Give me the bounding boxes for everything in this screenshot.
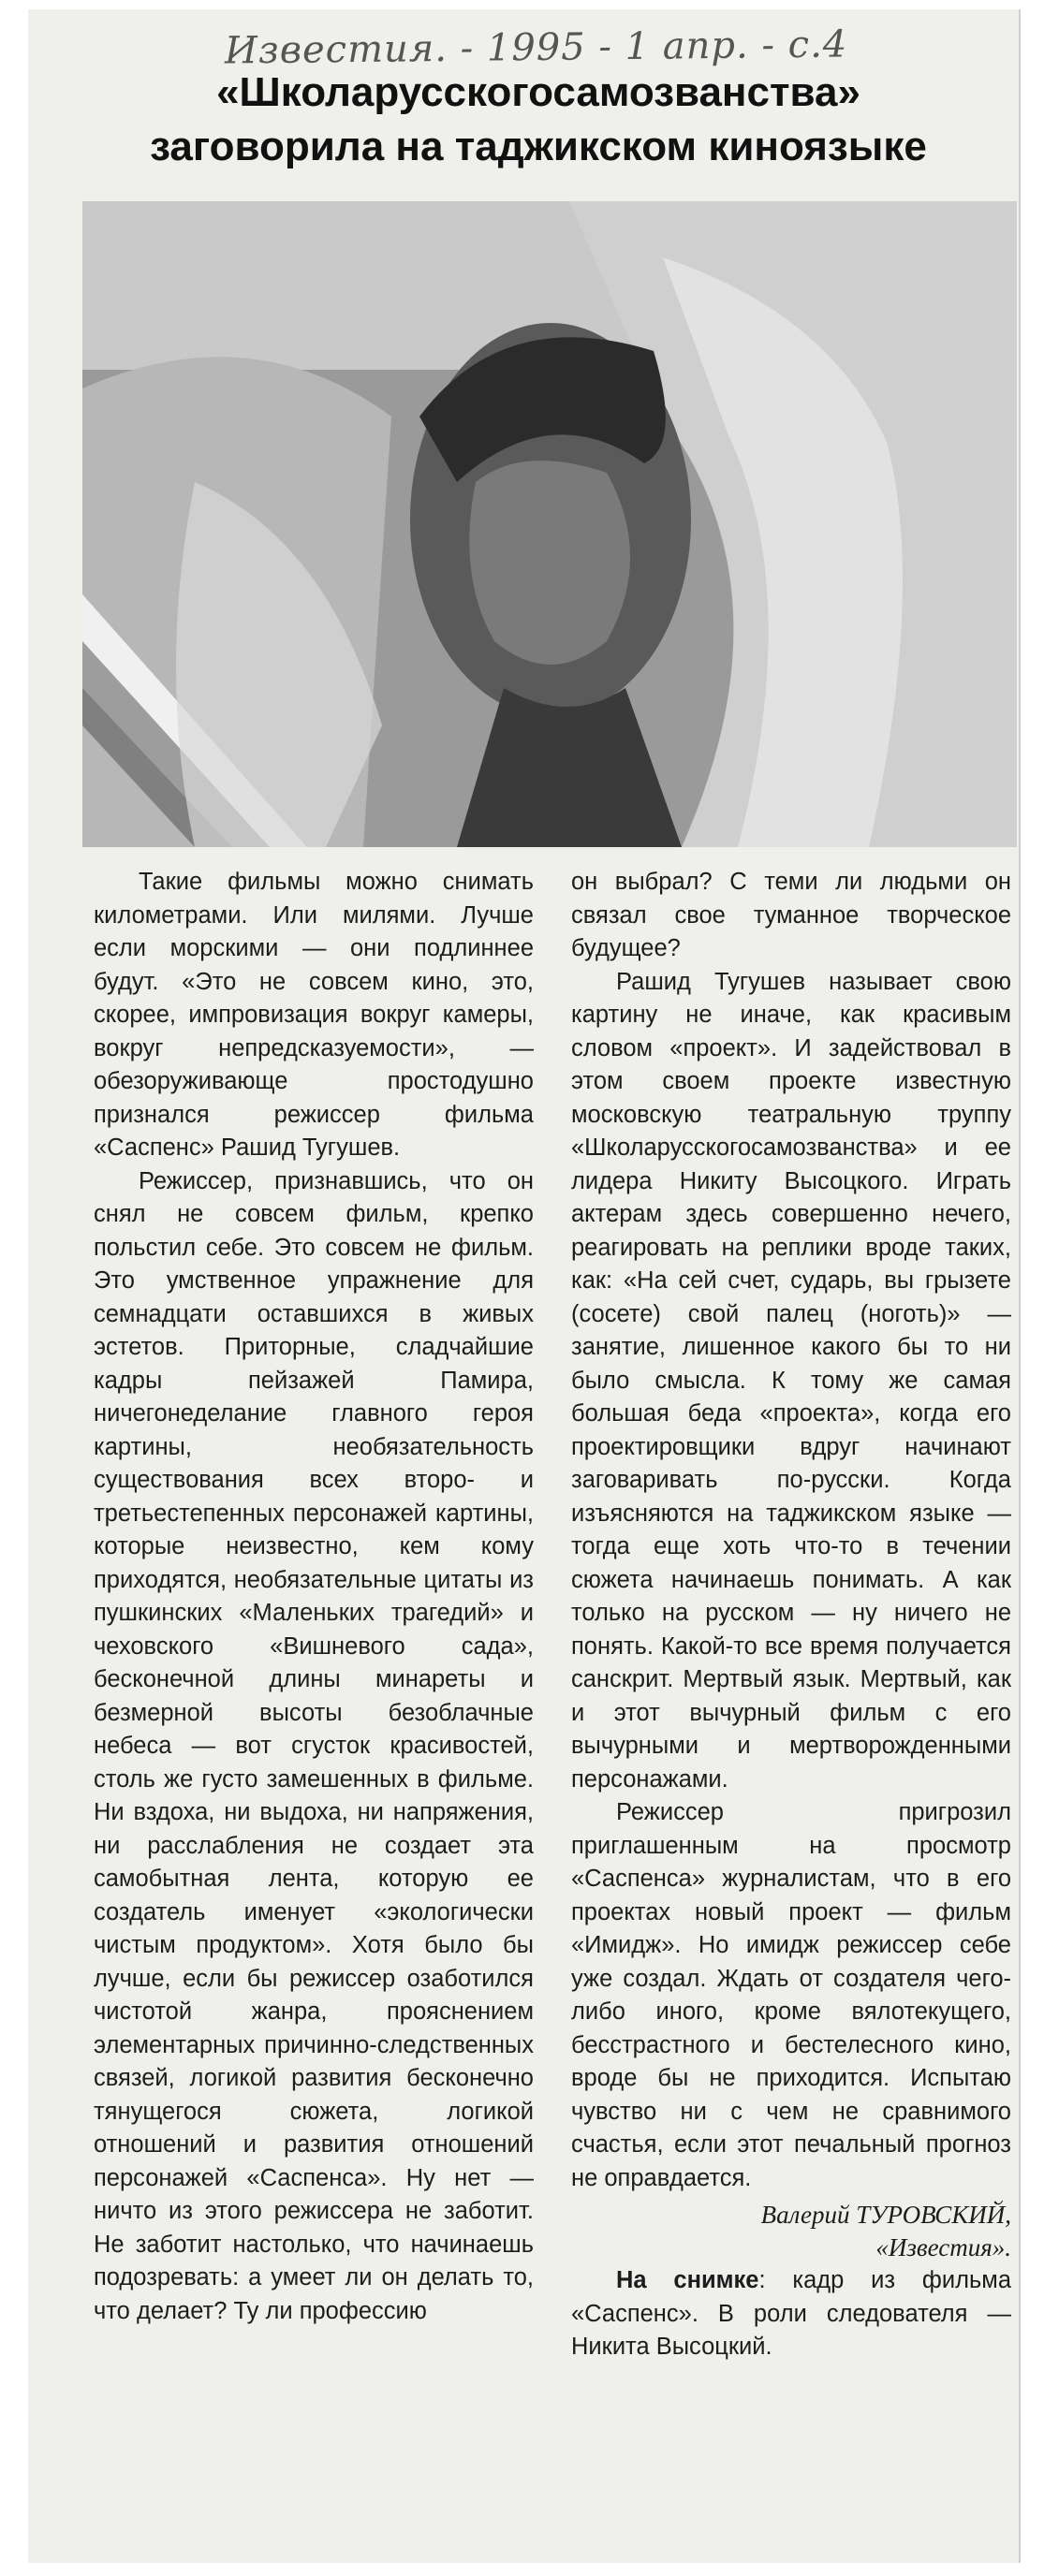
paragraph: он выбрал? С теми ли людьми он связал свое туманное творческое будущее?: [571, 869, 1011, 961]
handwritten-source-note: Известия. - 1995 - 1 апр. - с.4: [224, 22, 848, 73]
article-body: [94, 866, 1011, 2364]
article-column-left: [94, 866, 534, 2364]
paragraph: Режиссер пригрозил приглашенным на просмотр «Саспенса» журналистам, что в его проектах новый проект — фильм «Имидж». Но имидж режиссер себе уже создал. Ждать от создателя чего-либо иного, кроме вялотекущего, бесстрастного и бестелесного кино, вроде бы не приходится. Испытаю чувство ни с чем не сравнимого счастья, если этот печальный прогноз не оправдается.: [571, 1799, 1011, 2191]
byline-author: Валерий ТУРОВСКИЙ,: [760, 2201, 1011, 2229]
newspaper-clipping: [28, 9, 1021, 2563]
headline-line-1: «Школарусскогосамозванства»: [216, 69, 860, 115]
caption-lead: На снимке: [616, 2267, 759, 2293]
paragraph: Такие фильмы можно снимать километрами. Или милями. Лучше если морскими — они подлиннее будут. «Это не совсем кино, это, скорее, импровизация вокруг камеры, вокруг непредсказуемости», — обезоруживающе простодушно признался режиссер фильма «Саспенс» Рашид Тугушев.: [94, 869, 534, 1161]
paragraph: Рашид Тугушев называет свою картину не иначе, как красивым словом «проект». И задействовал в этом своем проекте известную московскую театральную труппу «Школарусскогосамозванства» и ее лидера Никиту Высоцкого. Играть актерам здесь совершенно нечего, реагировать на реплики вроде таких, как: «На сей счет, сударь, вы грызете (сосете) свой палец (ноготь)» — занятие, лишенное какого бы то ни было смысла. К тому же самая большая беда «проекта», когда его проектировщики вдруг начинают заговаривать по-русски. Когда изъясняются на таджикском языке — тогда еще хоть что-то в течении сюжета начинаешь понимать. А как только на русском — ну ничего не понять. Какой-то все время получается санскрит. Мертвый язык. Мертвый, как и этот вычурный фильм с его вычурными и мертворожденными персонажами.: [571, 968, 1011, 1793]
byline-newspaper: «Известия».: [875, 2233, 1011, 2261]
article-headline: [66, 66, 1011, 174]
film-still-photo: [82, 201, 1017, 847]
photo-caption: [571, 2264, 1011, 2364]
article-column-right: [571, 866, 1011, 2364]
headline-line-2: заговорила на таджикском киноязыке: [150, 124, 927, 169]
paragraph: Режиссер, признавшись, что он снял не совсем фильм, крепко польстил себе. Это совсем не фильм. Это умственное упражнение для семнадцати оставшихся в живых эстетов. Приторные, сладчайшие кадры пейзажей Памира, ничегонеделание главного героя картины, необязательность существования всех второ- и третьестепенных персонажей картины, которые неизвестно, кем кому приходятся, необязательные цитаты из пушкинских «Маленьких трагедий» и чеховского «Вишневого сада», бесконечной длины минареты и безмерной высоты безоблачные небеса — вот сгусток красивостей, столь же густо замешенных в фильме. Ни вздоха, ни выдоха, ни напряжения, ни расслабления не создает эта самобытная лента, которую ее создатель именует «экологически чистым продуктом». Хотя было бы лучше, если бы режиссер озаботился чистотой жанра, прояснением элементарных причинно-следственных связей, логикой развития бесконечно тянущегося сюжета, логикой отношений и развития отношений персонажей «Саспенса». Ну нет — ничто из этого режиссера не заботит. Не заботит настолько, что начинаешь подозревать: а умеет ли он делать то, что делает? Ту ли профессию: [94, 1167, 534, 2324]
byline: [571, 2199, 1011, 2264]
film-still-illustration: [82, 201, 1017, 847]
caption-text: : кадр из фильма «Саспенс». В роли следователя — Никита Высоцкий.: [571, 2267, 1012, 2360]
